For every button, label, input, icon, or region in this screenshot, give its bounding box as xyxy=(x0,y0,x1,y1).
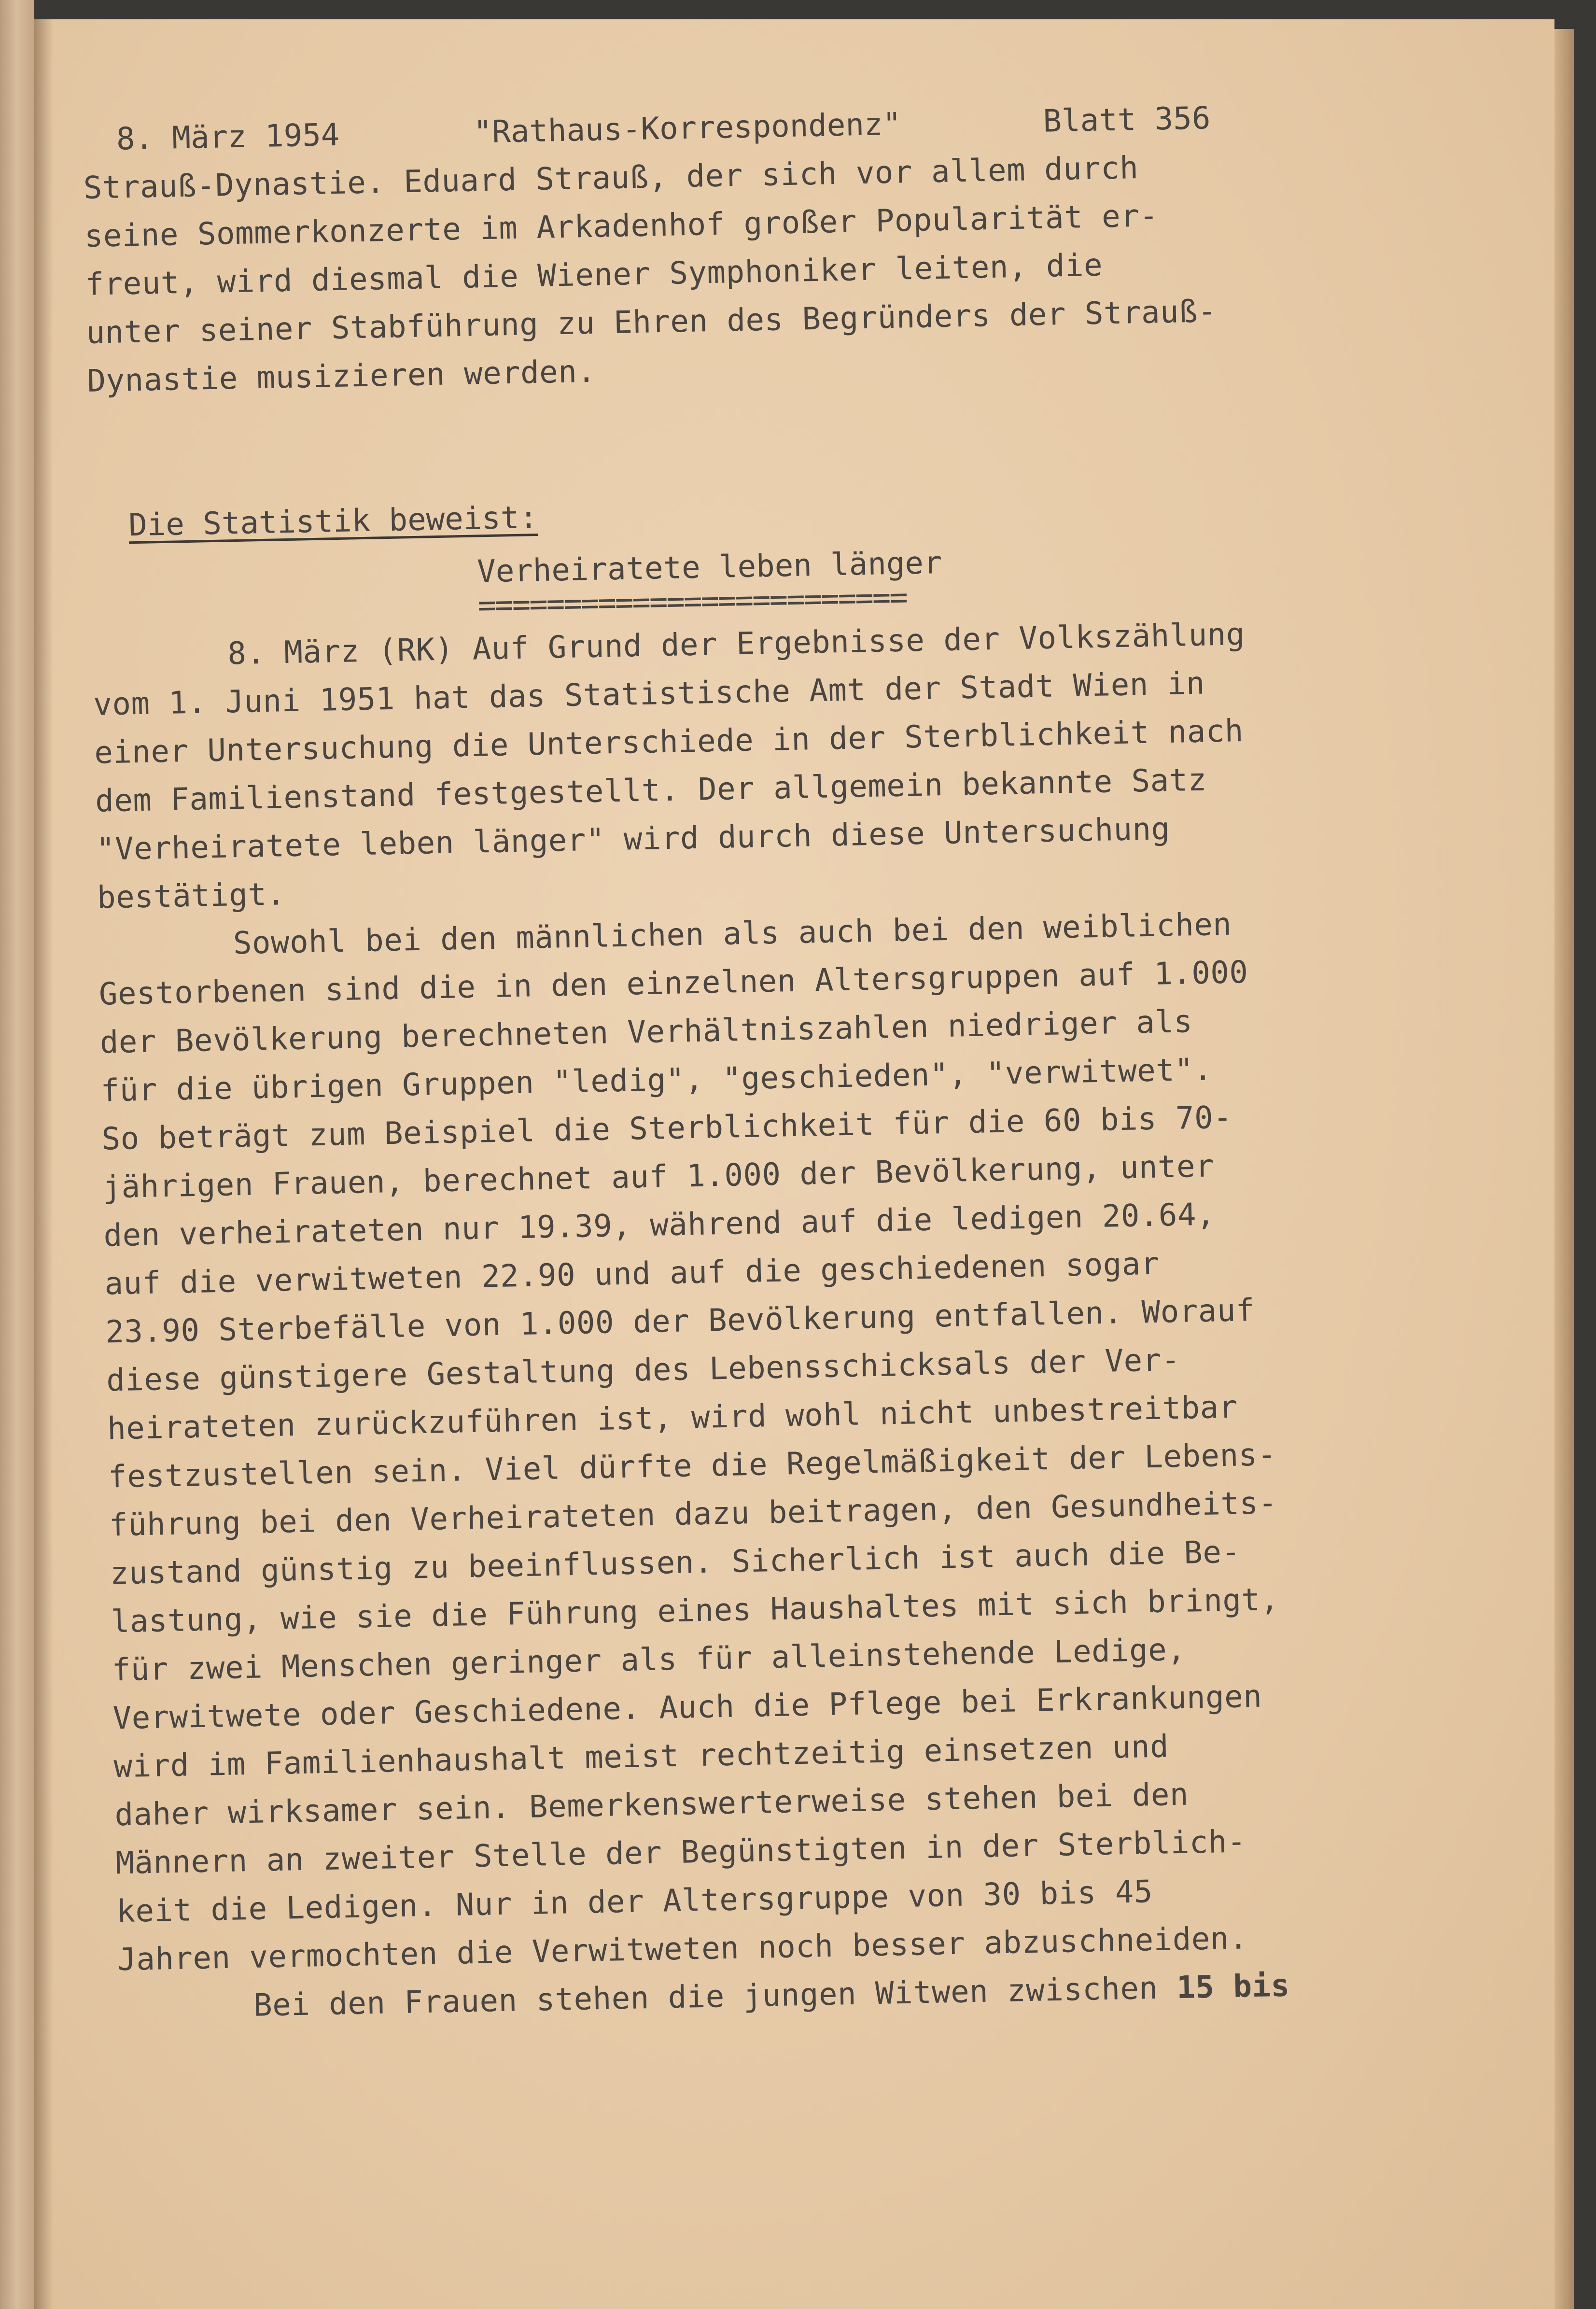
paragraph-line: Verwitwete oder Geschiedene. Auch die Pflege bei Erkrankungen xyxy=(112,1678,1262,1737)
intro-line: Strauß-Dynastie. Eduard Strauß, der sich vor allem durch xyxy=(83,150,1139,206)
paragraph-line: lastung, wie sie die Führung eines Haushaltes mit sich bringt, xyxy=(111,1581,1280,1640)
header-date: 8. März 1954 xyxy=(116,117,340,157)
paragraph-line: wird im Familienhaushalt meist rechtzeitig einsetzen und xyxy=(113,1729,1169,1785)
paragraph-line: Sowohl bei den männlichen als auch bei den weiblichen xyxy=(233,906,1232,962)
section-title: Die Statistik beweist: xyxy=(128,500,538,544)
paragraph-2 xyxy=(98,896,1460,1984)
paragraph-3-text: Bei den Frauen stehen die jungen Witwen zwischen xyxy=(253,1970,1177,2024)
paragraph-line: Gestorbenen sind die in den einzelnen Altersgruppen auf 1.000 xyxy=(98,954,1249,1013)
binding-shadow xyxy=(34,19,53,2309)
paragraph-line: einer Untersuchung die Unterschiede in der Sterblichkeit nach xyxy=(94,713,1244,771)
paragraph-line: diese günstigere Gestaltung des Lebensschicksals der Ver- xyxy=(106,1342,1181,1399)
paragraph-line: dem Familienstand festgestellt. Der allgemein bekannte Satz xyxy=(95,762,1207,819)
paragraph-line: bestätigt. xyxy=(97,876,286,916)
paragraph-line: der Bevölkerung berechneten Verhältniszahlen niedriger als xyxy=(99,1004,1193,1061)
paragraph-line: Jahren vermochten die Verwitweten noch besser abzuschneiden. xyxy=(117,1920,1248,1978)
paragraph-line: vom 1. Juni 1951 hat das Statistische Amt der Stadt Wien in xyxy=(93,665,1205,723)
paragraph-line: für die übrigen Gruppen "ledig", "geschieden", "verwitwet". xyxy=(100,1052,1213,1109)
intro-line: freut, wird diesmal die Wiener Symphoniker leiten, die xyxy=(85,247,1103,303)
paragraph-line: den verheirateten nur 19.39, während auf die ledigen 20.64, xyxy=(103,1197,1216,1254)
article-title-rule: ========================= xyxy=(477,579,907,624)
header-publication: "Rathaus-Korrespondenz" xyxy=(473,106,902,151)
paragraph-line: jährigen Frauen, berechnet auf 1.000 der Bevölkerung, unter xyxy=(102,1148,1215,1206)
book-binding xyxy=(0,0,34,2309)
paragraph-line: festzustellen sein. Viel dürfte die Regelmäßigkeit der Lebens- xyxy=(108,1437,1277,1495)
intro-paragraph xyxy=(83,139,1429,406)
typewritten-text xyxy=(82,90,1461,2033)
paragraph-line: So beträgt zum Beispiel die Sterblichkeit für die 60 bis 70- xyxy=(101,1099,1232,1157)
paragraph-line: Männern an zweiter Stelle der Begünstigten in der Sterblich- xyxy=(115,1824,1246,1882)
header-page-number: Blatt 356 xyxy=(1042,100,1211,140)
paragraph-line: keit die Ledigen. Nur in der Altersgruppe von 30 bis 45 xyxy=(116,1874,1153,1930)
intro-line: unter seiner Stabführung zu Ehren des Begründers der Strauß- xyxy=(85,293,1217,351)
article-title: Verheiratete leben länger xyxy=(476,545,943,590)
paragraph-1 xyxy=(92,606,1440,922)
paragraph-line: daher wirksamer sein. Bemerkenswerterweise stehen bei den xyxy=(114,1776,1189,1833)
paragraph-line: "Verheiratete leben länger" wird durch diese Untersuchung xyxy=(96,811,1171,868)
intro-line: seine Sommerkonzerte im Arkadenhof großer Popularität er- xyxy=(84,198,1159,254)
intro-line: Dynastie musizieren werden. xyxy=(86,353,596,399)
page-edge xyxy=(1554,29,1574,2309)
paragraph-line: zustand günstig zu beeinflussen. Sicherlich ist auch die Be- xyxy=(110,1534,1241,1592)
paragraph-line: auf die verwitweten 22.90 und auf die geschiedenen sogar xyxy=(104,1246,1160,1302)
paragraph-line: führung bei den Verheirateten dazu beitragen, den Gesundheits- xyxy=(109,1485,1278,1544)
paragraph-line: für zwei Menschen geringer als für alleinstehende Ledige, xyxy=(112,1632,1186,1689)
paragraph-line: 8. März (RK) Auf Grund der Ergebnisse der Volkszählung xyxy=(227,616,1246,672)
paragraph-3-bold-text: 15 bis xyxy=(1176,1968,1290,2006)
paragraph-line: 23.90 Sterbefälle von 1.000 der Bevölkerung entfallen. Worauf xyxy=(105,1292,1255,1351)
paragraph-line: heirateten zurückzuführen ist, wird wohl nicht unbestreitbar xyxy=(107,1389,1238,1447)
